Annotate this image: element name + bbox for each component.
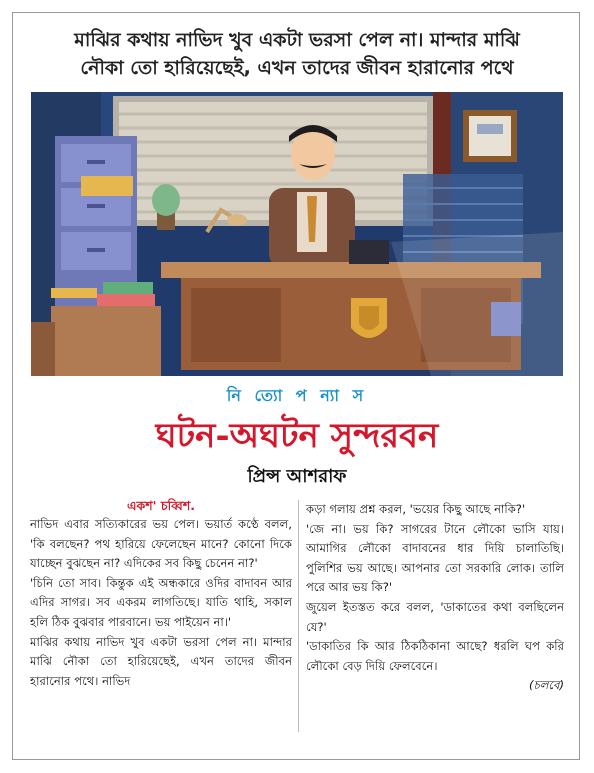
paragraph: কড়া গলায় প্রশ্ন করল, 'ভয়ের কিছু আছে নাকি?' bbox=[306, 502, 526, 516]
paragraph: 'ডাকাতির কি আর ঠিকঠিকানা আছে? ধরলি ঘপ করি লৌকো বেড় দিয়ি ফেলবেনে। bbox=[306, 639, 564, 673]
headline-line-1: মাঝির কথায় নাভিদ খুব একটা ভরসা পেল না। মান্দার মাঝি bbox=[74, 29, 520, 51]
story-title: ঘটন-অঘটন সুন্দরবন bbox=[155, 416, 439, 456]
column-divider bbox=[298, 500, 299, 732]
series-label: নি ত্যো প ন্যা স bbox=[226, 386, 368, 405]
left-column bbox=[30, 497, 292, 691]
paragraph: নাভিদ এবার সত্যিকারের ভয় পেল। ভয়ার্ত কণ্ঠে বলল, 'কি বলছেন? পথ হারিয়ে ফেলেছেন মানে? কোনো দিকে যাচ্ছেন বুঝছেন না? এদিকের সব কিছু চেনেন না?' bbox=[30, 517, 292, 571]
headline-line-2: নৌকা তো হারিয়েছেই, এখন তাদের জীবন হারানোর পথে bbox=[80, 57, 514, 79]
paragraph: 'জে না। ভয় কি? সাগরের টানে লৌকো ভাসি যায়। আমাগির লৌকো বাদাবনের ধার দিয়ি চালাতিছি। পুলিশির ভয় আছে। আপনার তো সরকারি লোক। তালি পরে আর ভয় কি?' bbox=[306, 521, 564, 595]
detective-office-illustration bbox=[31, 92, 563, 376]
chapter-number: একশ' চব্বিশ. bbox=[127, 498, 195, 513]
author-name: প্রিন্স আশরাফ bbox=[247, 466, 347, 487]
paragraph: মাঝির কথায় নাভিদ খুব একটা ভরসা পেল না। মান্দার মাঝি নৌকা তো হারিয়েছেই, এখন তাদের জীবন হারানোর পথে। নাভিদ bbox=[30, 634, 292, 688]
to-be-continued: (চলবে) bbox=[528, 678, 564, 693]
paragraph: জুয়েল ইতস্তত করে বলল, 'ডাকাতের কথা বলছিলেন যে?' bbox=[306, 599, 564, 634]
right-column bbox=[306, 500, 564, 696]
paragraph: 'চিনি তো সাব। কিন্তুক এই অন্ধকারে ওদির বাদাবন আর এদির সাগর। সব একরম লাগতিছে। যাতি থাহি, সকাল হলি ঠিক বুঝবার পারবানে। ভয় পাইয়েন না।' bbox=[30, 575, 292, 629]
headline bbox=[30, 26, 564, 82]
